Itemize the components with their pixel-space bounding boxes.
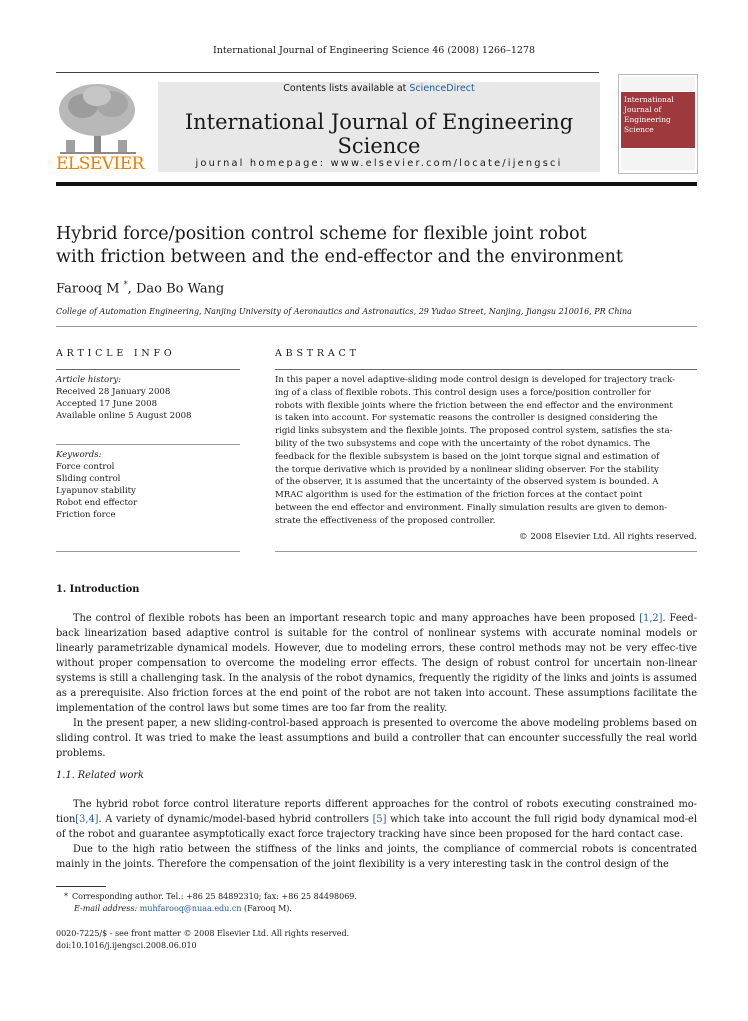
section-body	[56, 611, 697, 761]
cover-title-line: Engineering	[624, 115, 671, 124]
abstract-line: In this paper a novel adaptive-sliding mode control design is developed for trajectory track-	[275, 375, 676, 385]
footnote	[56, 891, 357, 915]
abstract-line: strate the effectiveness of the proposed controller.	[275, 515, 496, 526]
article-info-bottom-rule	[56, 551, 240, 552]
article-title-line: with friction between and the end-effector and the environment	[56, 247, 623, 267]
history-item: Accepted 17 June 2008	[56, 399, 158, 409]
journal-cover[interactable]	[618, 74, 698, 174]
footnote-text: Corresponding author. Tel.: +86 25 84892310; fax: +86 25 84498069.	[72, 892, 357, 901]
cover-bottom-band	[621, 149, 695, 170]
citation-link[interactable]: [1,2]	[639, 613, 663, 624]
affiliation: College of Automation Engineering, Nanjing University of Aeronautics and Astronautics, 29 Yudao Street, Nanjing, Jiangsu 210016, PR China	[56, 307, 632, 316]
paragraph: In the present paper, a new sliding-control-based approach is presented to overcome the above modeling problems based on sliding control. It was tried to make the least assumptions and build a controller that can encounter successfully the real world problems.	[56, 718, 697, 759]
journal-homepage-link[interactable]: journal homepage: www.elsevier.com/locate/ijengsci	[195, 158, 563, 169]
elsevier-wordmark: ELSEVIER	[56, 154, 144, 174]
author-name[interactable]: Farooq M	[56, 281, 120, 297]
front-matter	[56, 928, 349, 952]
email-link[interactable]: muhfarooq@nuaa.edu.cn	[139, 904, 242, 913]
abstract-line: robots with flexible joints where the friction between the end effector and the environment	[275, 400, 673, 411]
abstract-bottom-rule	[275, 551, 697, 552]
keyword-item[interactable]: Force control	[56, 462, 115, 472]
journal-masthead	[158, 82, 600, 172]
keywords	[56, 449, 137, 521]
abstract-line: MRAC algorithm is used for the estimation of the friction forces at the contact point	[275, 490, 643, 501]
paragraph-text: . A variety of dynamic/model-based hybrid controllers	[98, 814, 373, 825]
keywords-rule	[56, 444, 240, 445]
keyword-item[interactable]: Friction force	[56, 510, 116, 520]
history-item: Received 28 January 2008	[56, 387, 171, 397]
abstract-line: between the end effector and environment. Finally simulation results are given to demon-	[275, 502, 668, 513]
article-history	[56, 374, 192, 422]
section-heading: 1. Introduction	[56, 584, 140, 595]
masthead-thick-rule	[56, 182, 697, 186]
cover-title	[624, 95, 694, 135]
keyword-item[interactable]: Sliding control	[56, 474, 121, 484]
elsevier-logo[interactable]	[56, 80, 144, 176]
abstract-rule	[275, 369, 697, 370]
cover-title-line: International	[624, 95, 674, 104]
article-info-heading: ARTICLE INFO	[56, 348, 176, 359]
abstract-copyright: © 2008 Elsevier Ltd. All rights reserved.	[519, 532, 697, 542]
paragraph	[56, 611, 697, 716]
article-title	[56, 223, 696, 269]
abstract-line: bility of the two subsystems and cope with the uncertainty of the robot dynamics. The	[275, 438, 651, 449]
contents-line	[158, 83, 600, 94]
footnote-line	[56, 903, 357, 915]
paragraph-text: The control of flexible robots has been an important research topic and many approaches have been proposed	[73, 613, 640, 624]
sciencedirect-link[interactable]: ScienceDirect	[409, 83, 475, 94]
paragraph: Due to the high ratio between the stiffness of the links and joints, the compliance of commercial robots is concentrated mainly in the joints. Therefore the compensation of the joint flexibility is a very interesting task in the control design of the	[56, 844, 697, 870]
abstract-line: of the observer, it is assumed that the uncertainty of the observed system is bounded. A	[275, 477, 659, 488]
history-item: Available online 5 August 2008	[56, 411, 192, 421]
paragraph	[56, 797, 697, 842]
keyword-item[interactable]: Robot end effector	[56, 498, 138, 508]
abstract-line: is taken into account. For systematic reasons the controller is designed considering the	[275, 413, 658, 424]
cover-title-line: Journal of	[624, 105, 662, 114]
subsection-body	[56, 797, 697, 872]
contents-prefix: Contents lists available at	[283, 83, 410, 94]
author-list	[56, 280, 224, 296]
paragraph-text: The hybrid robot force control literature reports different approaches for the control of robots executing constrained mo-tion	[56, 799, 697, 825]
front-matter-line: 0020-7225/$ - see front matter © 2008 Elsevier Ltd. All rights reserved.	[56, 929, 350, 938]
abstract-line: rigid links subsystem and the flexible joints. The proposed control system, satisfies the sta-	[275, 426, 673, 437]
footnote-line	[56, 891, 357, 903]
citation-link[interactable]: [3,4]	[75, 814, 99, 825]
abstract-heading: ABSTRACT	[275, 348, 360, 359]
author-separator: ,	[127, 281, 136, 297]
journal-title: International Journal of Engineering Science	[184, 110, 574, 158]
abstract-line: the torque derivative which is provided by a nonlinear sliding observer. For the stability	[275, 464, 659, 475]
article-info-rule	[56, 369, 240, 370]
corresponding-author-mark[interactable]: *	[123, 280, 128, 289]
keyword-item[interactable]: Lyapunov stability	[56, 486, 136, 496]
cover-title-line: Science	[624, 125, 654, 134]
abstract-text	[275, 374, 697, 528]
subsection-heading: 1.1. Related work	[56, 770, 144, 781]
header-rule	[56, 72, 599, 73]
article-title-line: Hybrid force/position control scheme for flexible joint robot	[56, 224, 587, 244]
cover-top-band	[621, 77, 695, 91]
running-head: International Journal of Engineering Science 46 (2008) 1266–1278	[212, 45, 536, 56]
footnote-mark: *	[64, 892, 68, 901]
email-label: E-mail address:	[74, 904, 140, 913]
article-history-label: Article history:	[56, 375, 122, 385]
keywords-label: Keywords:	[56, 450, 102, 460]
author-name[interactable]: Dao Bo Wang	[135, 281, 225, 297]
abstract-line: ing of a class of flexible robots. This control design uses a force/position controller for	[275, 387, 651, 398]
doi-link[interactable]: doi:10.1016/j.ijengsci.2008.06.010	[56, 941, 197, 950]
email-suffix: (Farooq M).	[241, 904, 292, 913]
affiliation-rule	[56, 326, 697, 327]
footnote-rule	[56, 886, 106, 887]
paragraph-text: which take into account the full rigid body dynamical mod-el of the robot and guarantee asymptotically exact force trajectory tracking have since been proposed for the hard contact case.	[56, 814, 697, 840]
citation-link[interactable]: [5]	[372, 814, 387, 825]
paragraph-text: . Feed-back linearization based adaptive control is suitable for the control of nonlinear systems with accurate nominal models or linearly parametrizable dynamical models. However, due to modeling errors, these control methods may not be very effec-tive without proper compensation to overcome the modeling error effects. The design of robust control for uncertain non-linear systems is still a challenging task. In the analysis of the robot dynamics, frequently the rigidity of the links and joints is assumed as a prerequisite. Also friction forces at the end point of the robot are not taken into account. These assumptions facilitate the implementation of the control laws but some times are too far from the reality.	[56, 613, 697, 714]
abstract-line: feedback for the flexible subsystem is based on the joint torque signal and estimation of	[275, 451, 660, 462]
